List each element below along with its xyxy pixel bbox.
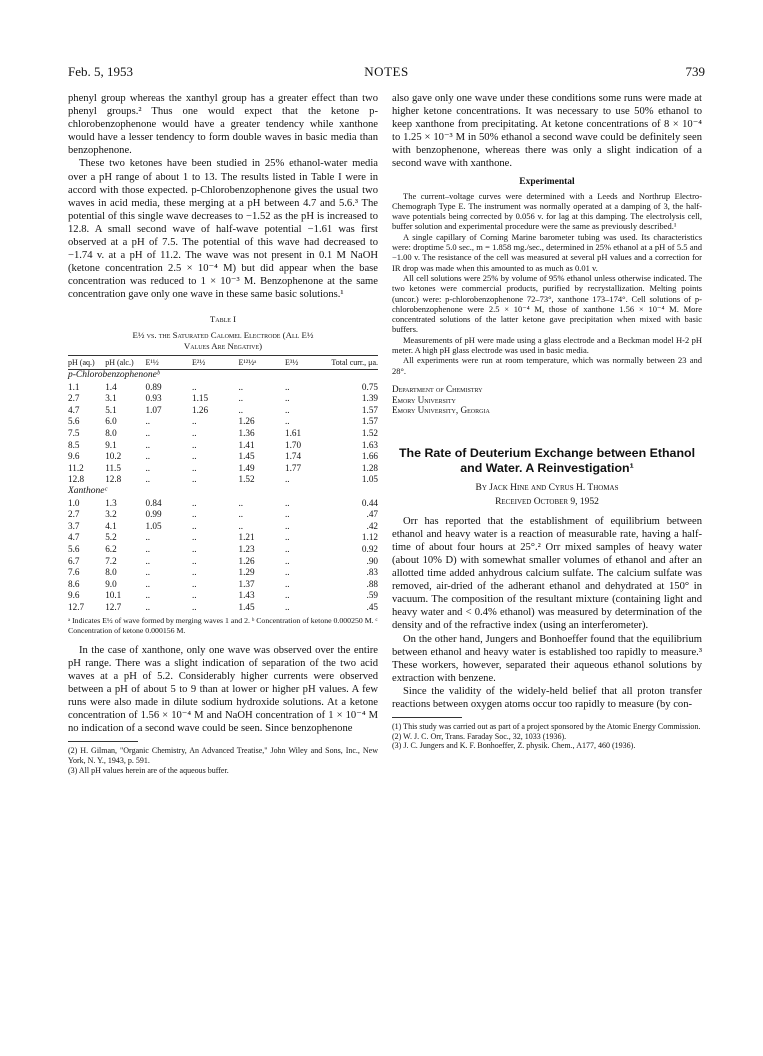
table-cell: 9.0 <box>105 578 117 589</box>
table-cell: .. <box>284 532 290 543</box>
table-title: Table I <box>209 313 237 324</box>
table-cell: 11.2 <box>68 462 84 473</box>
table-cell: 5.1 <box>105 404 117 415</box>
table-cell: 3.1 <box>105 393 117 404</box>
table-cell: 4.7 <box>68 532 80 543</box>
table-cell: .. <box>191 474 197 485</box>
table-row <box>68 602 378 614</box>
table-cell: 10.1 <box>105 590 122 601</box>
table-cell: .. <box>191 555 197 566</box>
table-cell: .. <box>191 451 197 462</box>
article-paragraph-1: Orr has reported that the establishment of equilibrium between ethanol and heavy water is a reaction of measurable rate, having a half-time of about four hours at 25°.² Orr mixed samples of heavy water (about 10% D) with somewhat smaller volumes of ethanol and after an allotted time added anhydrous calcium sulfate. The calcium sulfate was removed, air-dried of the adherant ethanol and dehydrated at 150° in vacuum. The composition of the resultant mixture (containing light and heavy water and < 0.4% ethanol) was measured by determination of the density and of the refractive index (using an interferometer). <box>392 515 702 632</box>
author-address <box>392 384 702 416</box>
table-cell: .. <box>191 601 197 612</box>
table-cell: 1.57 <box>361 416 378 427</box>
table-cell: 1.05 <box>145 520 162 531</box>
table-section-label: Xanthoneᶜ <box>68 485 107 496</box>
table-row <box>68 428 378 440</box>
table-cell: 10.2 <box>105 451 122 462</box>
article-byline: By Jack Hine and Cyrus H. Thomas <box>475 482 619 493</box>
table-cell: 0.93 <box>145 393 162 404</box>
table-cell: 1.52 <box>361 427 378 438</box>
table-cell: 4.7 <box>68 404 80 415</box>
table-cell: .. <box>145 462 151 473</box>
table-header-cell: E²½ <box>192 355 239 370</box>
table-cell: .. <box>284 543 290 554</box>
table-section-row <box>68 486 378 498</box>
table-cell: .. <box>238 404 244 415</box>
table-cell: .. <box>284 601 290 612</box>
address-line-2: Emory University <box>392 394 456 405</box>
left-footnote-2: (2) H. Gilman, "Organic Chemistry, An Advanced Treatise," John Wiley and Sons, Inc., New York, N. Y., 1943, p. 591. <box>68 746 378 765</box>
table-cell: 12.8 <box>105 474 122 485</box>
table-cell: .47 <box>366 509 378 520</box>
article-paragraph-3: Since the validity of the widely-held belief that all proton transfer reactions between oxygen atoms occur too rapidly to measure (by con- <box>392 685 702 710</box>
table-cell: .. <box>191 590 197 601</box>
experimental-paragraph-4: Measurements of pH were made using a glass electrode and a Beckman model H-2 pH meter. A high pH glass electrode was used in basic media. <box>392 334 702 356</box>
table-cell: 1.41 <box>238 439 255 450</box>
experimental-heading: Experimental <box>519 176 575 187</box>
table-cell: .. <box>145 567 151 578</box>
table-header-cell: Total curr., μa. <box>328 355 378 370</box>
table-cell: 1.29 <box>238 567 255 578</box>
table-cell: 1.43 <box>238 590 255 601</box>
right-footnote-divider <box>392 717 462 718</box>
table-cell: .45 <box>366 601 378 612</box>
right-paragraph-1: also gave only one wave under these conditions some runs were made at higher ketone concentrations. It was necessary to use 50% ethanol to keep xanthone from precipitating. At ketone concentrations of 8 × 10⁻⁴ to 1.25 × 10⁻³ M in 50% ethanol a second wave could be definitely seen with benzophenone, whereas there was only a slight indication of a second wave with xanthone. <box>392 93 702 170</box>
table-cell: .. <box>145 532 151 543</box>
header-section: NOTES <box>364 64 409 79</box>
table-row <box>68 567 378 579</box>
table-cell: .. <box>191 520 197 531</box>
table-cell: 1.52 <box>238 474 255 485</box>
table-row <box>68 521 378 533</box>
table-header-cell: E³½ <box>285 355 328 370</box>
table-cell: .. <box>145 439 151 450</box>
table-caption-line-2: Values Are Negative) <box>183 340 263 351</box>
table-row <box>68 451 378 463</box>
right-footnote-3: (3) J. C. Jungers and K. F. Bonhoeffer, Z. physik. Chem., A177, 460 (1936). <box>392 741 636 751</box>
table-cell: 6.7 <box>68 555 80 566</box>
table-cell: 8.5 <box>68 439 80 450</box>
table-cell: .. <box>284 567 290 578</box>
table-cell: .. <box>191 427 197 438</box>
table-cell: .. <box>145 416 151 427</box>
table-cell: .. <box>238 381 244 392</box>
table-cell: .. <box>284 509 290 520</box>
table-cell: .. <box>284 497 290 508</box>
left-column <box>68 92 378 775</box>
table-cell: .. <box>145 590 151 601</box>
table-cell: 2.7 <box>68 393 80 404</box>
table-cell: 1.26 <box>191 404 209 415</box>
table-row <box>68 474 378 486</box>
table-cell: 8.6 <box>68 578 80 589</box>
table-cell: .. <box>284 555 290 566</box>
table-cell: 0.44 <box>361 497 378 508</box>
table-cell: 2.7 <box>68 509 80 520</box>
address-line-1: Department of Chemistry <box>392 383 483 394</box>
table-cell: 1.63 <box>361 439 378 450</box>
table-cell: .. <box>284 474 290 485</box>
table-cell: .. <box>284 393 290 404</box>
table-cell: 7.5 <box>68 427 80 438</box>
table-cell: 1.12 <box>361 532 378 543</box>
left-paragraph-2: These two ketones have been studied in 25% ethanol-water media over a pH range of about 1 to 13. The results listed in Table I were in accord with those expected. p-Chlorobenzophenone gives the usual two waves in acid media, these merging at a pH between 4.7 and 5.6.³ The potential of this single wave decreases to −1.52 as the pH is increased to 12.8. A small second wave of half-wave potential −1.61 was first observed at a pH of 7.5. The potential of this wave had decreased to −1.74 v. at a pH of 11.2. The wave was not present in 0.1 M NaOH (ketone concentration 2.5 × 10⁻⁴ M) but did appear when the base concentration was reduced to 1 × 10⁻³ M. Benzophenone at the same concentration gave only one wave in these same basic solutions.¹ <box>68 158 378 301</box>
table-row <box>68 416 378 428</box>
table-cell: 12.8 <box>68 474 85 485</box>
table-cell: .. <box>238 497 244 508</box>
table-cell: .. <box>284 590 290 601</box>
table-cell: 1.0 <box>68 497 80 508</box>
table-cell: .. <box>145 578 151 589</box>
table-row <box>68 532 378 544</box>
table-cell: 1.37 <box>238 578 255 589</box>
table-cell: 1.26 <box>238 555 255 566</box>
table-cell: .90 <box>366 555 378 566</box>
article-paragraph-2: On the other hand, Jungers and Bonhoeffer found that the equilibrium between ethanol and heavy water is established too rapidly to measure.³ These workers, however, separated their aqueous ethanol solutions by extraction with benzene. <box>392 633 702 684</box>
table-cell: 1.26 <box>238 416 255 427</box>
table-cell: 9.6 <box>68 590 80 601</box>
table-cell: .. <box>284 381 290 392</box>
footnote-divider <box>68 741 138 742</box>
left-footnote-3: (3) All pH values herein are of the aqueous buffer. <box>68 765 229 775</box>
experimental-paragraph-5: All experiments were run at room temperature, which was normally between 23 and 28°. <box>392 355 702 376</box>
table-cell: 1.74 <box>284 451 302 462</box>
table-row <box>68 463 378 475</box>
table-row <box>68 556 378 568</box>
table-cell: .59 <box>366 590 378 601</box>
table-cell: 1.49 <box>238 462 255 473</box>
data-table <box>68 355 378 614</box>
table-cell: .. <box>191 381 197 392</box>
experimental-paragraph-2: A single capillary of Corning Marine barometer tubing was used. Its characteristics were: droptime 5.0 sec., m = 1.858 mg./sec., determined in 25% ethanol at a pH of 5.5 and −1.00 v. The resistance of the cell was measured at several pH values and a correction for IR drop was made when this amounted to as much as 0.01 v. <box>392 231 702 273</box>
table-cell: 5.6 <box>68 543 80 554</box>
table-cell: .88 <box>366 578 378 589</box>
table-cell: 1.05 <box>361 474 378 485</box>
table-cell: .. <box>191 509 197 520</box>
table-cell: 1.70 <box>284 439 302 450</box>
table-cell: .. <box>191 532 197 543</box>
table-row <box>68 590 378 602</box>
table-row <box>68 498 378 510</box>
table-cell: 8.0 <box>105 567 117 578</box>
table-cell: 1.07 <box>145 404 162 415</box>
table-cell: 1.66 <box>361 451 378 462</box>
table-cell: .. <box>145 555 151 566</box>
table-cell: 6.0 <box>105 416 117 427</box>
table-row <box>68 544 378 556</box>
table-cell: 0.92 <box>361 543 378 554</box>
table-cell: .. <box>145 474 151 485</box>
table-cell: 1.45 <box>238 601 255 612</box>
table-cell: 1.77 <box>284 462 302 473</box>
table-cell: 1.4 <box>105 381 117 392</box>
table-cell: 11.5 <box>105 462 121 473</box>
table-header-row <box>68 355 378 370</box>
table-cell: .. <box>284 520 290 531</box>
table-cell: .. <box>238 520 244 531</box>
table-cell: 1.61 <box>284 427 302 438</box>
table-cell: .. <box>145 427 151 438</box>
table-cell: 8.0 <box>105 427 117 438</box>
table-caption-line-1: E½ vs. the Saturated Calomel Electrode (All E½ <box>132 329 314 340</box>
table-header-cell: E¹²½ᵃ <box>238 355 285 370</box>
table-cell: 9.1 <box>105 439 117 450</box>
header-page-number: 739 <box>685 64 705 79</box>
table-row <box>68 579 378 591</box>
table-cell: .. <box>191 416 197 427</box>
table-section-label: p-Chlorobenzophenoneᵇ <box>68 370 160 380</box>
left-paragraph-1: phenyl group whereas the xanthyl group has a greater effect than two phenyl groups.² Thus one would expect that the ketone p-chlorobenzophenone would have a greater tendency while xanthone would have a lesser tendency to form double waves in basic media than benzophenone. <box>68 93 378 157</box>
table-cell: .. <box>284 404 290 415</box>
experimental-paragraph-3: All cell solutions were 25% by volume of 95% ethanol unless otherwise indicated. The two ketones were commercial products, purified by recrystallization. Melting points (uncor.) were: p-chlorobenzophenone 72–73°, xanthone 173–174°. Cell solutions of p-chlorobenzophenone were 2.5 × 10⁻⁴ M, those of xanthone 1.56 × 10⁻⁴ M. More concentrated solutions of the latter ketone gave precipitation when mixed with basic buffers. <box>392 272 702 335</box>
table-cell: .. <box>145 451 151 462</box>
table-cell: 1.1 <box>68 381 80 392</box>
experimental-paragraph-1: The current–voltage curves were determined with a Leeds and Northrup Electro-Chemograph Type E. The instrument was normally operated at a damping of 3, the half-wave potentials being corrected by 0.056 v. for lag at this damping. The electrolysis cell, buffer solution and experimental procedure were the same as previously described.¹ <box>392 190 702 232</box>
right-column <box>392 92 702 751</box>
right-footnote-2: (2) W. J. C. Orr, Trans. Faraday Soc., 32, 1033 (1936). <box>392 731 567 741</box>
table-cell: 0.84 <box>145 497 162 508</box>
received-date: Received October 9, 1952 <box>495 496 599 507</box>
table-cell: 7.2 <box>105 555 117 566</box>
table-header-cell: pH (alc.) <box>105 355 145 370</box>
left-paragraph-3: In the case of xanthone, only one wave was observed over the entire pH range. There was a slight indication of separation of the two acid waves at a pH of 5.2. Considerably higher currents were observed between a pH of about 5 to 9 than at lower or higher pH values. A few runs were also made in dilute sodium hydroxide solutions. At a ketone concentration of 1.56 × 10⁻⁴ M and NaOH concentration of 1 × 10⁻⁴ M no indication of a second wave could be seen. Since benzophenone <box>68 644 378 735</box>
table-cell: 1.21 <box>238 532 255 543</box>
table-cell: 12.7 <box>68 601 85 612</box>
table-cell: 1.36 <box>238 427 255 438</box>
article-title: The Rate of Deuterium Exchange between Ethanol and Water. A Reinvestigation¹ <box>398 445 696 475</box>
address-line-3: Emory University, Georgia <box>392 405 490 416</box>
table-cell: 12.7 <box>105 601 122 612</box>
table-cell: 3.2 <box>105 509 117 520</box>
table-cell: .. <box>238 393 244 404</box>
table-cell: 0.99 <box>145 509 162 520</box>
table-cell: .83 <box>366 567 378 578</box>
table-cell: .. <box>284 416 290 427</box>
table-row <box>68 393 378 405</box>
table-cell: 5.6 <box>68 416 80 427</box>
running-header <box>68 64 705 80</box>
table-cell: .. <box>191 497 197 508</box>
table-cell: .. <box>284 578 290 589</box>
table-cell: 0.75 <box>361 381 378 392</box>
table-row <box>68 509 378 521</box>
table-row <box>68 382 378 394</box>
table-cell: .. <box>238 509 244 520</box>
table-cell: .. <box>145 543 151 554</box>
table-cell: 0.89 <box>145 381 162 392</box>
table-cell: 1.23 <box>238 543 255 554</box>
table-footnotes: ᵃ Indicates E½ of wave formed by merging waves 1 and 2. ᵇ Concentration of ketone 0.000250 M. ᶜ Concentration of ketone 0.000156 M. <box>68 616 378 636</box>
table-cell: 1.15 <box>191 393 209 404</box>
table-header-cell: pH (aq.) <box>68 355 105 370</box>
table-cell: 3.7 <box>68 520 80 531</box>
table-cell: 1.28 <box>361 462 378 473</box>
table-cell: 1.3 <box>105 497 117 508</box>
table-cell: 5.2 <box>105 532 117 543</box>
table-header-cell: E¹½ <box>145 355 192 370</box>
table-cell: .. <box>191 462 197 473</box>
table-cell: .. <box>145 601 151 612</box>
table-cell: 1.39 <box>361 393 378 404</box>
table-cell: .42 <box>366 520 378 531</box>
table-row <box>68 405 378 417</box>
table-cell: .. <box>191 567 197 578</box>
header-date: Feb. 5, 1953 <box>68 64 133 79</box>
table-cell: 1.57 <box>361 404 378 415</box>
right-footnote-1: (1) This study was carried out as part of a project sponsored by the Atomic Energy Commission. <box>392 722 701 732</box>
table-cell: 6.2 <box>105 543 117 554</box>
table-cell: 9.6 <box>68 451 80 462</box>
table-cell: .. <box>191 543 197 554</box>
table-cell: 7.6 <box>68 567 80 578</box>
table-row <box>68 440 378 452</box>
table-section-row <box>68 370 378 382</box>
table-cell: .. <box>191 578 197 589</box>
table-cell: 1.45 <box>238 451 255 462</box>
table-cell: .. <box>191 439 197 450</box>
table-cell: 4.1 <box>105 520 117 531</box>
